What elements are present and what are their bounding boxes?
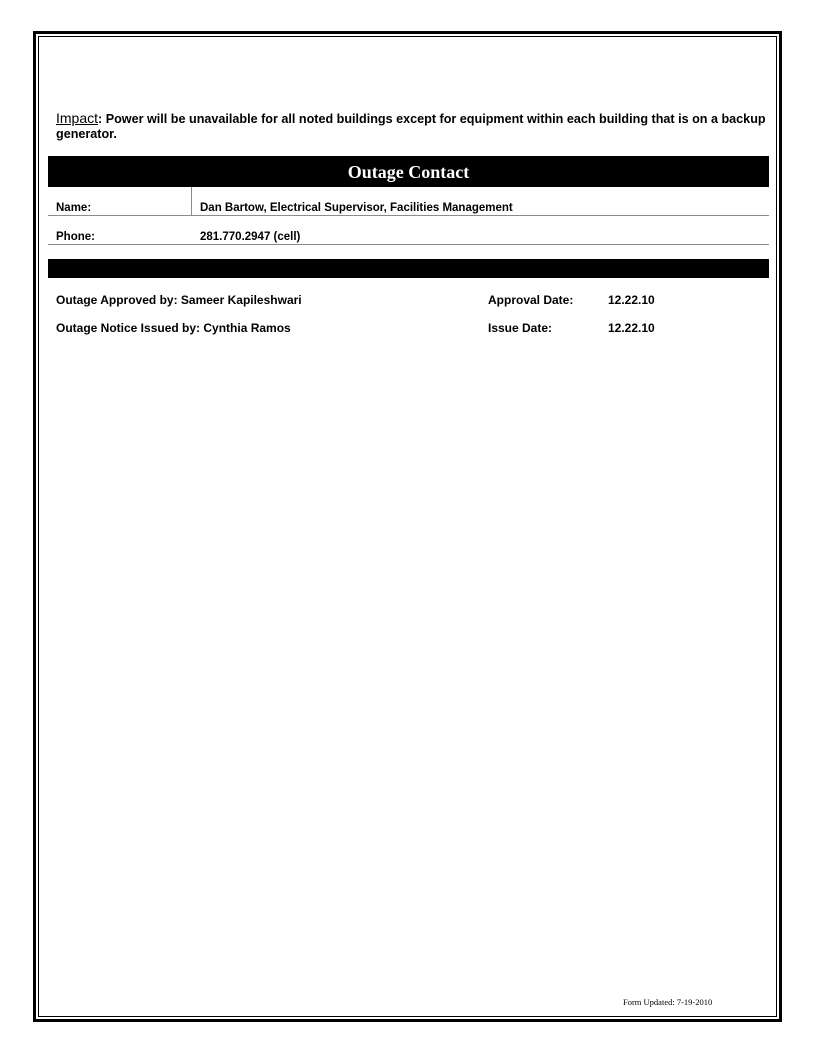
table-column-divider [191,187,192,215]
issue-date-value: 12.22.10 [608,321,655,335]
impact-label: Impact [56,110,99,126]
contact-row-name [48,187,769,216]
approved-by: Outage Approved by: Sameer Kapileshwari [56,293,302,307]
impact-text: Power will be unavailable for all noted buildings except for equipment within each building that is on a backup generator. [56,112,766,141]
impact-statement [56,111,768,142]
phone-label: Phone: [56,231,95,243]
issue-date-label: Issue Date: [488,321,553,335]
contact-row-phone [48,216,769,245]
outage-contact-header: Outage Contact [48,156,769,187]
name-label: Name: [56,202,92,214]
section-divider-bar [48,259,769,278]
approval-date-value: 12.22.10 [608,293,655,307]
outage-contact-table [48,187,769,245]
issued-by: Outage Notice Issued by: Cynthia Ramos [56,321,291,335]
name-value: Dan Bartow, Electrical Supervisor, Facilities Management [200,202,513,214]
approval-row [56,292,756,308]
issue-row [56,320,756,336]
phone-value: 281.770.2947 (cell) [200,231,301,243]
approval-date-label: Approval Date: [488,293,574,307]
form-updated-note: Form Updated: 7-19-2010 [623,997,713,1007]
impact-colon: : [98,112,103,126]
